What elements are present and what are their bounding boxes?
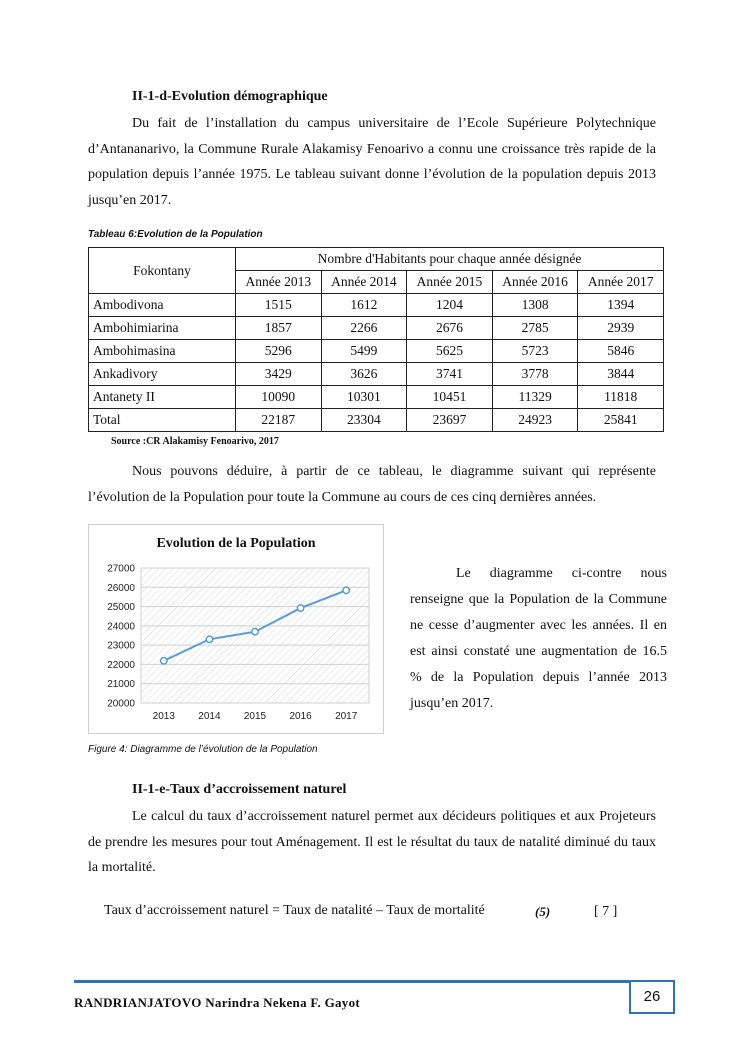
- x-tick-label: 2014: [198, 711, 221, 722]
- year-header: Année 2016: [492, 271, 578, 294]
- equation-number: (5): [535, 904, 551, 919]
- table-caption: Tableau 6:Evolution de la Population: [88, 229, 263, 240]
- fokontany-name: Ankadivory: [89, 363, 236, 386]
- table-cell: 10301: [321, 386, 407, 409]
- table-row: [89, 340, 664, 363]
- footer-rule: [74, 980, 674, 983]
- table-cell: 2676: [407, 317, 493, 340]
- data-point: [252, 629, 258, 635]
- table-cell: 1204: [407, 294, 493, 317]
- table-cell: 3844: [578, 363, 664, 386]
- paragraph-intro: Du fait de l’installation du campus universitaire de l’Ecole Supérieure Polytechnique d’Antananarivo, la Commune Rurale Alakamisy Fenoarivo a connu une croissance très rapide de la population depuis l’année 1975. Le tableau suivant donne l’évolution de la population depuis 2013 jusqu’en 2017.: [88, 116, 656, 208]
- data-point: [206, 636, 212, 642]
- table-cell: 1857: [236, 317, 322, 340]
- data-point: [343, 587, 349, 593]
- x-tick-label: 2013: [152, 711, 175, 722]
- table-cell: 11818: [578, 386, 664, 409]
- paragraph-growth-rate: Le calcul du taux d’accroissement naturel permet aux décideurs politiques et aux Projeteurs de prendre les mesures pour tout Aménagement. Il est le résultat du taux de natalité diminué du taux la mortalité.: [88, 809, 656, 875]
- fokontany-header: Fokontany: [89, 248, 236, 294]
- table-cell: 1515: [236, 294, 322, 317]
- table-cell: 5296: [236, 340, 322, 363]
- table-row-total: [89, 409, 664, 432]
- table-row: [89, 386, 664, 409]
- section-heading-growth-rate: II-1-e-Taux d’accroissement naturel: [132, 782, 347, 797]
- y-tick-label: 20000: [107, 698, 135, 710]
- table-cell: 10451: [407, 386, 493, 409]
- table-cell: 2939: [578, 317, 664, 340]
- x-tick-label: 2016: [289, 711, 312, 722]
- table-cell: 1308: [492, 294, 578, 317]
- y-axis-ticks: [107, 564, 135, 710]
- table-cell: 25841: [578, 409, 664, 432]
- table-cell: 5625: [407, 340, 493, 363]
- formula: Taux d’accroissement naturel = Taux de natalité – Taux de mortalité: [104, 903, 485, 918]
- data-point: [161, 658, 167, 664]
- year-header: Année 2015: [407, 271, 493, 294]
- page-number: 26: [629, 980, 675, 1014]
- table-cell: 2266: [321, 317, 407, 340]
- fokontany-name: Ambohimasina: [89, 340, 236, 363]
- table-row: [89, 317, 664, 340]
- data-point: [297, 605, 303, 611]
- table-cell: 23304: [321, 409, 407, 432]
- y-tick-label: 27000: [107, 563, 135, 575]
- chart-commentary: [410, 561, 667, 717]
- table-cell: 11329: [492, 386, 578, 409]
- figure-caption: Figure 4: Diagramme de l’évolution de la Population: [88, 744, 318, 755]
- population-table: [88, 247, 664, 432]
- y-tick-label: 23000: [107, 640, 135, 652]
- x-tick-label: 2015: [243, 711, 267, 722]
- y-tick-label: 26000: [107, 582, 135, 594]
- year-header: Année 2017: [578, 271, 664, 294]
- commentary-text: Le diagramme ci-contre nous renseigne que la Population de la Commune ne cesse d’augmenter avec les années. Il en est ainsi constaté une augmentation de 16.5 % de la Population depuis l’année 2013 jusqu’en 2017.: [410, 566, 667, 711]
- table-cell: 3741: [407, 363, 493, 386]
- chart-plot: [89, 525, 383, 733]
- x-tick-label: 2017: [335, 711, 358, 722]
- year-header: Année 2013: [236, 271, 322, 294]
- table-cell: 24923: [492, 409, 578, 432]
- section-heading-demographic: II-1-d-Evolution démographique: [132, 89, 328, 104]
- footer-author: RANDRIANJATOVO Narindra Nekena F. Gayot: [74, 995, 361, 1010]
- y-tick-label: 24000: [107, 621, 135, 633]
- fokontany-name: Ambodivona: [89, 294, 236, 317]
- reference-number: [ 7 ]: [594, 904, 618, 919]
- population-chart: [88, 524, 384, 734]
- group-header: Nombre d'Habitants pour chaque année désignée: [236, 248, 664, 271]
- table-cell: 2785: [492, 317, 578, 340]
- y-tick-label: 21000: [107, 679, 135, 691]
- table-cell: 1394: [578, 294, 664, 317]
- table-source: Source :CR Alakamisy Fenoarivo, 2017: [111, 436, 279, 447]
- table-row: [89, 294, 664, 317]
- x-axis-ticks: [153, 711, 358, 722]
- chart-title: Evolution de la Population: [156, 536, 316, 551]
- y-tick-label: 25000: [107, 602, 135, 614]
- table-cell: 1612: [321, 294, 407, 317]
- table-cell: 23697: [407, 409, 493, 432]
- paragraph-chart-intro: Nous pouvons déduire, à partir de ce tableau, le diagramme suivant qui représente l’évolution de la Population pour toute la Commune au cours de ces cinq dernières années.: [88, 464, 656, 505]
- table-row: [89, 363, 664, 386]
- table-cell: 5499: [321, 340, 407, 363]
- table-cell: 3778: [492, 363, 578, 386]
- fokontany-name: Ambohimiarina: [89, 317, 236, 340]
- table-cell: 22187: [236, 409, 322, 432]
- year-header: Année 2014: [321, 271, 407, 294]
- fokontany-name: Total: [89, 409, 236, 432]
- table-cell: 10090: [236, 386, 322, 409]
- fokontany-name: Antanety II: [89, 386, 236, 409]
- y-tick-label: 22000: [107, 659, 135, 671]
- table-cell: 5846: [578, 340, 664, 363]
- table-cell: 3626: [321, 363, 407, 386]
- table-cell: 3429: [236, 363, 322, 386]
- table-cell: 5723: [492, 340, 578, 363]
